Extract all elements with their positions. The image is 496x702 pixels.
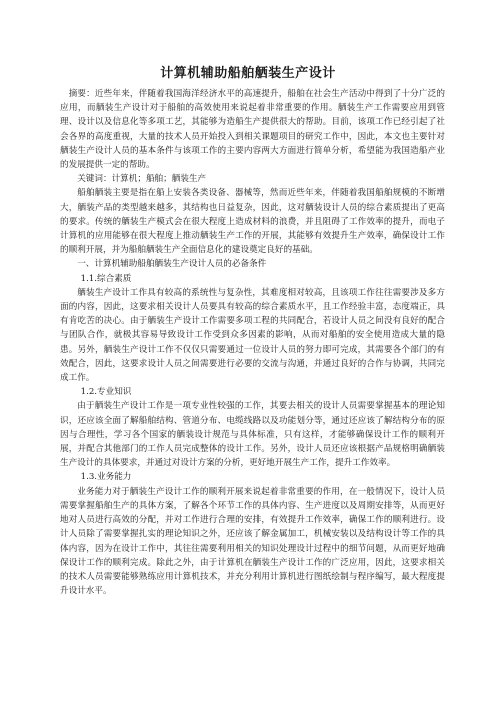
paragraph-1-3: 业务能力对于舾装生产设计工作的顺利开展来说起着非常重要的作用，在一般情况下，设计人员需要掌握船舶生产的具体方案，了解各个环节工作的具体内容、生产进度以及周期安排等，从而更好地对人员进行高效的分配，并对工作进行合理的安排，有效提升工作效率，确保工作的顺利进行。设计人员除了需要掌握扎实的理论知识之外，还应该了解金属加工，机械安装以及结构设计等工作的具体内容，因为在设计工作中，其往往需要利用相关的知识处理设计过程中的细节问题，从而更好地确保设计工作的顺利完成。除此之外，由于计算机在舾装生产设计工作的广泛应用，因此，这要求相关的技术人员需要能够熟练应用计算机技术，并充分利用计算机进行图纸绘制与程序编写，最大程度提升设计水平。 [60,486,445,597]
keywords: 关键词：计算机；船舶；舾装生产 [77,174,207,185]
subsection-heading-1-3: 1.3.业务能力 [80,472,132,483]
paragraph-1-2: 由于舾装生产设计工作是一项专业性较强的工作，其要去相关的设计人员需要掌握基本的理论知识，还应该全面了解船舶结构、管道分布、电缆线路以及功能划分等，通过还应该了解结构分布的原因与合理性，学习各个国家的舾装设计规范与具体标准，只有这样，才能够确保设计工作的顺利开展，并配合其他部门的工作人员完成整体的设计工作。另外，设计人员还应该根据产品规格明确舾装生产设计的具体要求，并通过对设计方案的分析，更好地开展生产工作，提升工作效率。 [60,401,445,469]
section-heading-1: 一、计算机辅助船舶舾装生产设计人员的必备条件 [77,259,267,270]
paragraph-1-1: 舾装生产设计工作具有较高的系统性与复杂性，其难度相对较高，且该项工作往往需要涉及多方面的内容，因此，这要求相关设计人员要具有较高的综合素质水平，且工作经验丰富，态度端正，具有肯吃苦的决心。由于舾装生产设计工作需要多项工程的共同配合，若设计人员之间没有良好的配合与团队合作，就极其容易导致设计工作受到众多因素的影响，从而对船舶的安全使用造成大量的隐患。另外，舾装生产设计工作不仅仅只需要通过一位设计人员的努力即可完成，其需要各个部门的有效配合，因此，这要求设计人员之间需要进行必要的交流与沟通，并通过良好的合作与协调，共同完成工作。 [60,287,445,384]
document-body [60,87,445,598]
subsection-heading-1-1: 1.1.综合素质 [80,273,132,284]
document-title: 计算机辅助船舶舾装生产设计 [160,66,336,81]
subsection-heading-1-2: 1.2.专业知识 [80,387,132,398]
abstract: 摘要：近些年来，伴随着我国海洋经济水平的高速提升，船舶在社会生产活动中得到了十分广泛的应用，而舾装生产设计对于船舶的高效使用来说起着非常重要的作用。舾装生产工作需要应用到管理、设计以及信息化等多项工艺，其能够为造船生产提供很大的帮助。目前，该项工作已经引起了社会各界的高度重视，大量的技术人员开始投入到相关课题项目的研究工作中，因此，本文也主要针对舾装生产设计人员的基本条件与该项工作的主要内容两大方面进行简单分析，希望能为我国造船产业的发展提供一定的帮助。 [60,89,445,171]
intro-paragraph: 船舶舾装主要是指在船上安装各类设备、器械等，然而近些年来，伴随着我国船舶规模的不断增大，舾装产品的类型越来越多，其结构也日益复杂，因此，这对舾装设计人员的综合素质提出了更高的要求。传统的舾装生产模式会在很大程度上造成材料的浪费，并且阻碍了工作效率的提升，而电子计算机的应用能够在很大程度上推动舾装生产工作的开展，其能够有效提升生产效率，确保设计工作的顺利开展，并为船舶舾装生产全面信息化的建设奠定良好的基础。 [60,188,445,256]
